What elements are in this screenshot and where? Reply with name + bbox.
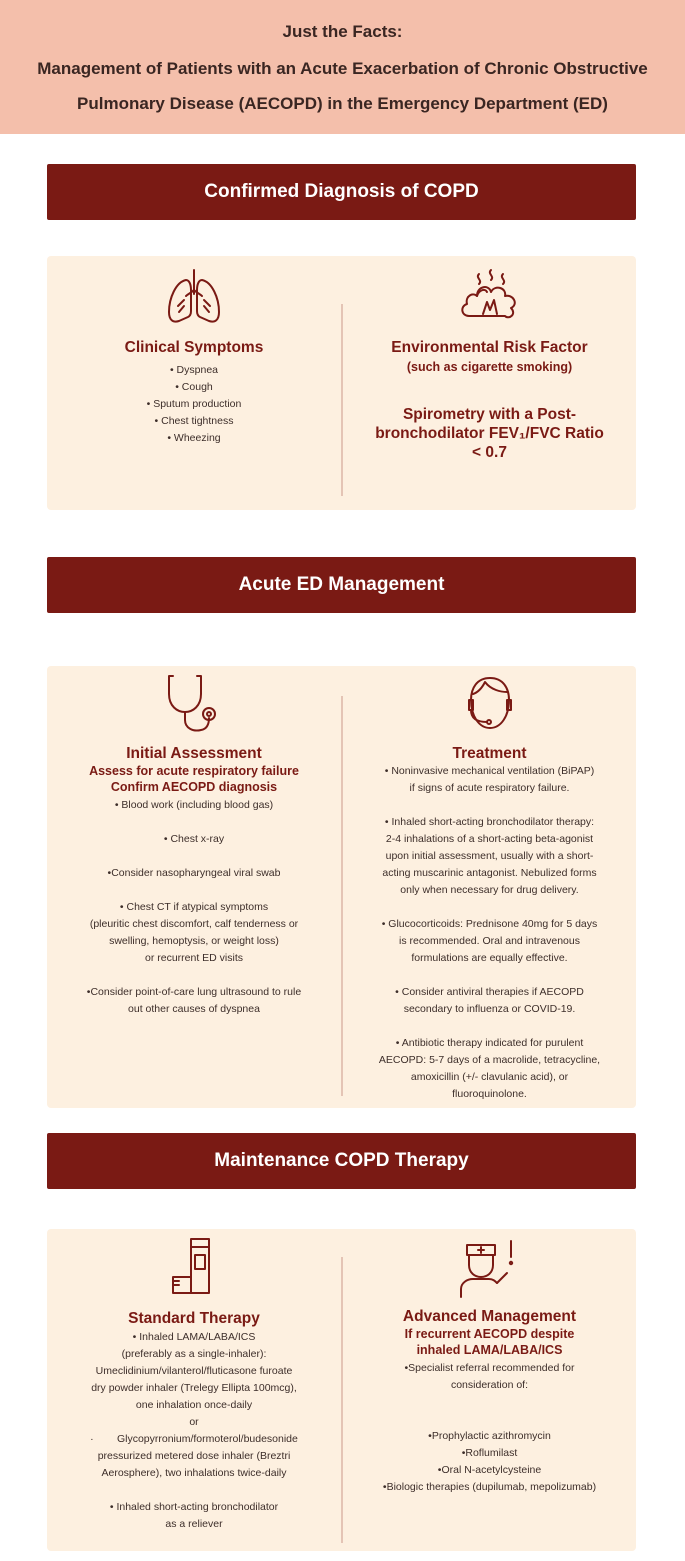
spirometry-line: < 0.7: [472, 444, 507, 461]
initial-assessment-subtitle: Confirm AECOPD diagnosis: [110, 780, 278, 794]
standard-therapy-line: · Glycopyrronium/formoterol/budesonide: [90, 1433, 298, 1445]
spirometry-line: bronchodilator FEV₁/FVC Ratio: [375, 425, 604, 442]
treatment-line: secondary to influenza or COVID-19.: [403, 1003, 576, 1015]
spirometry-line: Spirometry with a Post-: [402, 406, 577, 423]
advanced-management-subtitle: If recurrent AECOPD despite: [404, 1327, 575, 1341]
standard-therapy-line: Aerosphere), two inhalations twice-daily: [101, 1467, 287, 1479]
treatment-line: acting muscarinic antagonist. Nebulized forms: [382, 867, 597, 879]
treatment-line: • Noninvasive mechanical ventilation (BiPAP): [384, 765, 595, 777]
acute-management-card: [47, 666, 636, 1108]
symptom-item: • Sputum production: [146, 398, 242, 410]
header-kicker: Just the Facts:: [282, 22, 403, 41]
clinical-symptoms-column: [47, 266, 341, 447]
initial-assessment-column: [47, 672, 341, 1018]
treatment-line: • Consider antiviral therapies if AECOPD: [395, 986, 584, 998]
assessment-line: swelling, hemoptysis, or weight loss): [109, 935, 279, 947]
treatment-line: fluoroquinolone.: [452, 1088, 527, 1100]
treatment-line: is recommended. Oral and intravenous: [399, 935, 580, 947]
assessment-line: •Consider nasopharyngeal viral swab: [107, 867, 281, 879]
section-banner-maintenance: Maintenance COPD Therapy: [47, 1133, 636, 1189]
headset-person-icon: [461, 672, 519, 736]
standard-therapy-title: Standard Therapy: [128, 1310, 260, 1327]
initial-assessment-subtitle: Assess for acute respiratory failure: [89, 764, 299, 778]
inhaler-icon: [165, 1235, 223, 1299]
assessment-line: or recurrent ED visits: [144, 952, 244, 964]
standard-therapy-line: one inhalation once-daily: [135, 1399, 253, 1411]
treatment-column: [343, 672, 636, 1103]
symptom-item: • Dyspnea: [169, 364, 219, 376]
symptom-item: • Chest tightness: [154, 415, 234, 427]
advanced-management-line: •Roflumilast: [461, 1447, 518, 1459]
treatment-line: • Inhaled short-acting bronchodilator therapy:: [384, 816, 595, 828]
assessment-line: • Chest x-ray: [163, 833, 225, 845]
initial-assessment-title: Initial Assessment: [126, 745, 262, 762]
standard-therapy-line: as a reliever: [165, 1518, 223, 1530]
treatment-line: AECOPD: 5-7 days of a macrolide, tetracycline,: [378, 1054, 601, 1066]
risk-factor-column: [343, 266, 636, 462]
maintenance-card: [47, 1229, 636, 1551]
treatment-line: • Antibiotic therapy indicated for purulent: [395, 1037, 584, 1049]
risk-factor-title: Environmental Risk Factor: [391, 339, 588, 356]
assessment-line: •Consider point-of-care lung ultrasound to rule: [86, 986, 302, 998]
symptom-item: • Cough: [175, 381, 213, 393]
standard-therapy-column: [47, 1235, 341, 1533]
stethoscope-icon: [163, 672, 225, 736]
standard-therapy-line: (preferably as a single-inhaler):: [121, 1348, 267, 1360]
treatment-line: only when necessary for drug delivery.: [400, 884, 579, 896]
doctor-alert-icon: [455, 1235, 525, 1299]
section-banner-acute-management: Acute ED Management: [47, 557, 636, 613]
treatment-line: if signs of acute respiratory failure.: [409, 782, 570, 794]
symptom-item: • Wheezing: [167, 432, 221, 444]
risk-factor-subtitle: (such as cigarette smoking): [406, 360, 573, 374]
advanced-management-title: Advanced Management: [402, 1308, 577, 1325]
section-banner-diagnosis: Confirmed Diagnosis of COPD: [47, 164, 636, 220]
treatment-line: • Glucocorticoids: Prednisone 40mg for 5 days: [381, 918, 598, 930]
advanced-management-line: •Biologic therapies (dupilumab, mepolizumab): [382, 1481, 597, 1493]
treatment-line: upon initial assessment, usually with a short-: [385, 850, 594, 862]
advanced-management-line: •Prophylactic azithromycin: [428, 1430, 551, 1442]
smoke-cloud-icon: [457, 266, 523, 328]
advanced-management-line: consideration of:: [450, 1379, 529, 1391]
advanced-management-line: •Oral N-acetylcysteine: [437, 1464, 542, 1476]
advanced-management-subtitle: inhaled LAMA/LABA/ICS: [416, 1343, 563, 1357]
standard-therapy-line: • Inhaled short-acting bronchodilator: [109, 1501, 279, 1513]
standard-therapy-line: pressurized metered dose inhaler (Breztri: [97, 1450, 291, 1462]
header-title-line1: Management of Patients with an Acute Exacerbation of Chronic Obstructive: [37, 59, 648, 78]
standard-therapy-line: Umeclidinium/vilanterol/fluticasone furoate: [95, 1365, 293, 1377]
assessment-line: (pleuritic chest discomfort, calf tenderness or: [89, 918, 299, 930]
treatment-line: 2-4 inhalations of a short-acting beta-agonist: [385, 833, 594, 845]
advanced-management-line: •Specialist referral recommended for: [404, 1362, 575, 1374]
standard-therapy-line: or: [189, 1416, 199, 1428]
clinical-symptoms-title: Clinical Symptoms: [124, 339, 264, 356]
treatment-line: amoxicillin (+/- clavulanic acid), or: [410, 1071, 569, 1083]
lungs-icon: [164, 266, 224, 328]
assessment-line: out other causes of dyspnea: [128, 1003, 260, 1015]
diagnosis-card: [47, 256, 636, 510]
assessment-line: • Chest CT if atypical symptoms: [119, 901, 269, 913]
header-title-line2: Pulmonary Disease (AECOPD) in the Emergency Department (ED): [77, 94, 608, 113]
page-header: [0, 0, 685, 134]
advanced-management-column: [343, 1235, 636, 1496]
treatment-title: Treatment: [452, 745, 527, 762]
treatment-line: formulations are equally effective.: [411, 952, 568, 964]
standard-therapy-line: • Inhaled LAMA/LABA/ICS: [132, 1331, 256, 1343]
assessment-line: • Blood work (including blood gas): [114, 799, 274, 811]
standard-therapy-line: dry powder inhaler (Trelegy Ellipta 100mcg),: [91, 1382, 297, 1394]
